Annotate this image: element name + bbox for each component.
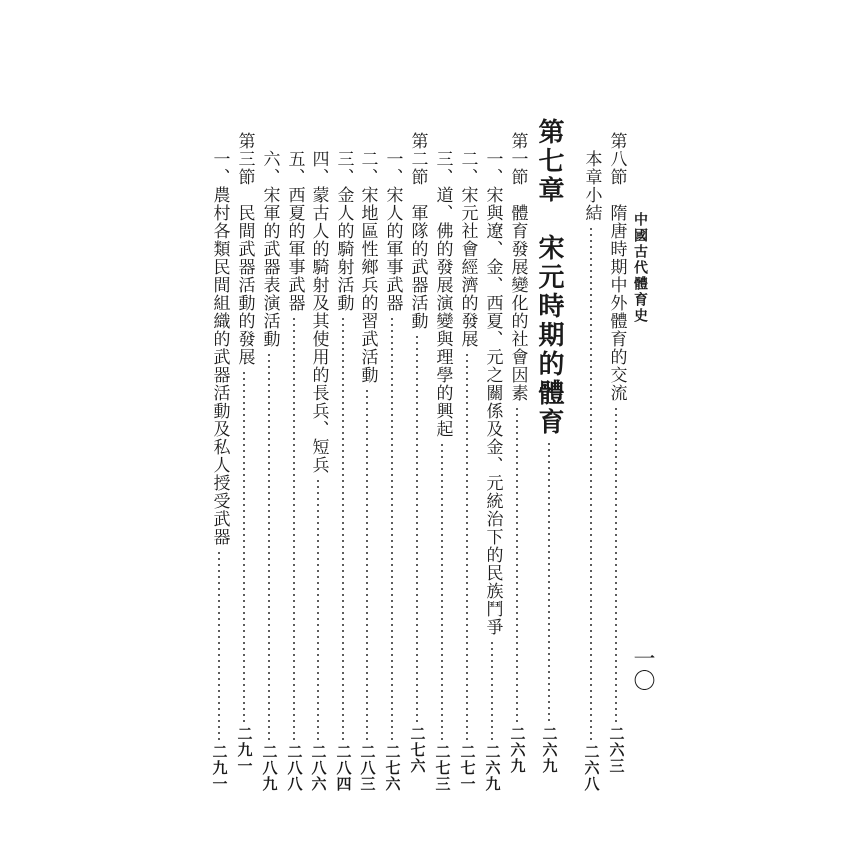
dot-leader [466,352,468,740]
toc-entry-page: 二六九 [508,726,527,774]
toc-entry [455,132,479,792]
toc-entry-title: 一、宋與遼、金、西夏、元之關係及金、元統治下的民族鬥爭 [482,150,503,636]
toc-entry-page: 二六九 [540,726,559,774]
toc-entry-page: 二八四 [334,744,353,792]
toc-entry-title: 第八節 隋唐時期中外體育的交流 [606,132,627,402]
page-number: 一〇 [630,647,655,691]
toc-entry [505,132,529,774]
toc-entry-title: 二、宋地區性鄉兵的習武活動 [357,150,378,384]
dot-leader [293,316,295,740]
dot-leader [615,406,617,722]
dot-leader [366,388,368,740]
toc-entry [282,132,306,792]
dot-leader [391,316,393,740]
toc-entry [380,132,404,792]
dot-leader [516,406,518,722]
toc-entry-page: 二六九 [483,744,502,792]
dot-leader [317,478,319,740]
toc-entry [232,132,256,774]
toc-entry [331,132,355,792]
toc-entry-page: 二六三 [607,726,626,774]
dot-leader [416,334,418,722]
toc-entry-title: 一、農村各類民間組織的武器活動及私人授受武器 [209,150,230,546]
toc-entry [604,132,628,774]
toc-entry-title: 四、蒙古人的騎射及其使用的長兵、短兵 [308,150,329,474]
toc-entry-page: 二七一 [458,744,477,792]
toc-entry [355,132,379,792]
dot-leader [218,550,220,740]
toc-entry-page: 二八三 [358,744,377,792]
toc-entry-page: 二九一 [210,744,229,792]
toc-entry [480,132,504,792]
toc-entry-title: 第三節 民間武器活動的發展 [234,132,255,366]
dot-leader [548,441,550,722]
toc-entry-page: 二七六 [383,744,402,792]
dot-leader [243,370,245,722]
toc-entry-page: 二七三 [433,744,452,792]
toc-entry-page: 二六八 [582,744,601,792]
toc-entry-title: 一、宋人的軍事武器 [382,150,403,312]
dot-leader [590,226,592,740]
toc-entry-title: 本章小結 [581,150,602,222]
toc-chapter-entry [534,118,564,774]
dot-leader [441,442,443,740]
toc-entry-title: 二、宋元社會經濟的發展 [457,150,478,348]
toc-entry [207,132,231,792]
toc-entry-page: 二八六 [309,744,328,792]
toc-entry-page: 二八九 [260,744,279,792]
toc-entry-title: 三、金人的騎射活動 [333,150,354,312]
dot-leader [342,316,344,740]
toc-entry [405,132,429,774]
toc-entry-page: 二九一 [235,726,254,774]
toc-entry [430,132,454,792]
toc-entry [306,132,330,792]
toc-entry-title: 六、宋軍的武器表演活動 [259,150,280,348]
toc-entry-title: 第一節 體育發展變化的社會因素 [507,132,528,402]
toc-entry-title: 三、道、佛的發展演變與理學的興起 [432,150,453,438]
toc-entry [257,132,281,792]
toc-entry-page: 二七六 [408,726,427,774]
toc-entry-title: 第二節 軍隊的武器活動 [407,132,428,330]
toc-entry-page: 二八八 [285,744,304,792]
dot-leader [268,352,270,740]
toc-entry-title: 五、西夏的軍事武器 [284,150,305,312]
running-title: 中國古代體育史 [632,212,648,324]
toc-chapter-title: 第七章 宋元時期的體育 [534,118,564,437]
toc-entry [579,132,603,792]
dot-leader [491,640,493,740]
